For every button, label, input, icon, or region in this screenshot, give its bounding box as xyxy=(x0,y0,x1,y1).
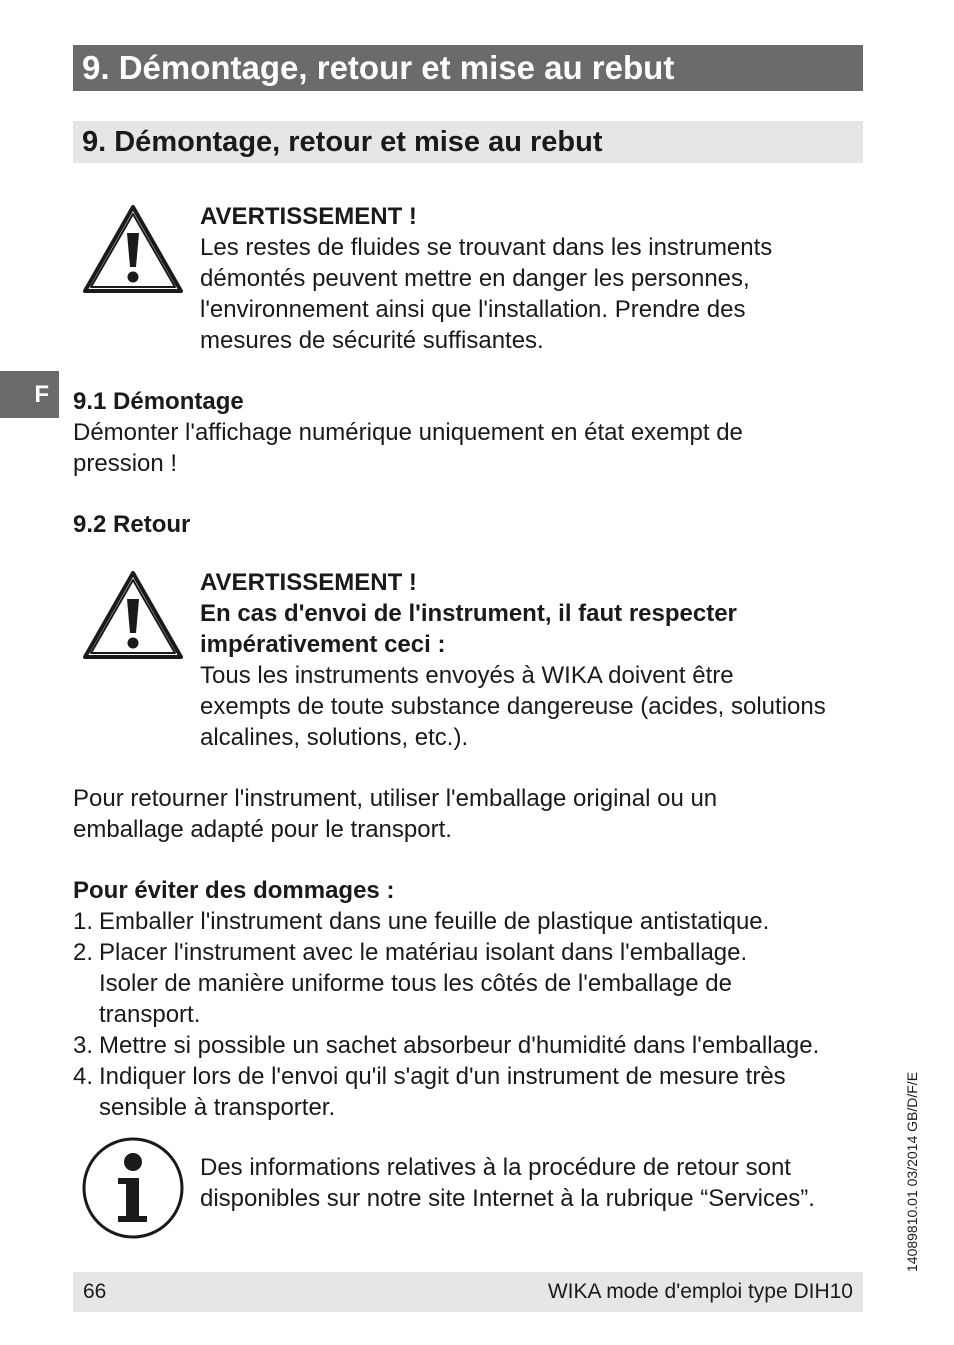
footer-doc-title: WIKA mode d'emploi type DIH10 xyxy=(547,1280,853,1303)
info-text-line: disponibles sur notre site Internet à la rubrique “Services”. xyxy=(200,1185,815,1212)
warning-text-line: l'environnement ainsi que l'installation. Prendre des xyxy=(200,296,746,323)
warning-text-line: mesures de sécurité suffisantes. xyxy=(200,327,544,354)
list-text-line: sensible à transporter. xyxy=(99,1094,336,1121)
list-item xyxy=(73,937,873,1030)
list-number: 3. xyxy=(73,1032,94,1059)
warning-text-line: Les restes de fluides se trouvant dans les instruments xyxy=(200,234,773,261)
list-text-line: Isoler de manière uniforme tous les côtés de l'emballage de xyxy=(99,970,732,997)
warning-text-line: démontés peuvent mettre en danger les personnes, xyxy=(200,265,750,292)
list-number: 2. xyxy=(73,939,94,966)
document-code: 14089810.01 03/2014 GB/D/F/E xyxy=(904,1071,920,1272)
warning-triangle-icon xyxy=(81,203,185,295)
warning-block-2 xyxy=(200,567,880,753)
page-footer xyxy=(73,1272,863,1312)
list-item xyxy=(73,1030,873,1061)
subsection-heading: 9.1 Démontage xyxy=(73,388,244,415)
paragraph-line: emballage adapté pour le transport. xyxy=(73,816,452,843)
dismantling-section xyxy=(73,386,873,479)
warning-text-line: alcalines, solutions, etc.). xyxy=(200,724,469,751)
list-text-line: Mettre si possible un sachet absorbeur d'humidité dans l'emballage. xyxy=(99,1032,820,1059)
damage-steps-list xyxy=(73,906,873,1123)
paragraph-line: Démonter l'affichage numérique uniquement en état exempt de xyxy=(73,419,743,446)
info-block xyxy=(200,1152,870,1214)
section-title: 9. Démontage, retour et mise au rebut xyxy=(73,121,863,163)
page-number: 66 xyxy=(83,1280,107,1303)
language-tab: F xyxy=(0,371,59,418)
list-text-line: Placer l'instrument avec le matériau isolant dans l'emballage. xyxy=(99,939,748,966)
warning-bold-line: En cas d'envoi de l'instrument, il faut respecter xyxy=(200,600,737,627)
damage-heading: Pour éviter des dommages : xyxy=(73,877,395,904)
list-item xyxy=(73,906,873,937)
chapter-title: 9. Démontage, retour et mise au rebut xyxy=(73,45,863,91)
warning-block-1 xyxy=(200,201,870,356)
warning-text-line: Tous les instruments envoyés à WIKA doivent être xyxy=(200,662,734,689)
paragraph-line: pression ! xyxy=(73,450,178,477)
list-text-line: Emballer l'instrument dans une feuille de plastique antistatique. xyxy=(99,908,770,935)
warning-heading: AVERTISSEMENT ! xyxy=(200,203,417,230)
warning-text-line: exempts de toute substance dangereuse (acides, solutions xyxy=(200,693,826,720)
list-item xyxy=(73,1061,873,1123)
subsection-heading: 9.2 Retour xyxy=(73,511,191,538)
warning-heading: AVERTISSEMENT ! xyxy=(200,569,417,596)
list-number: 1. xyxy=(73,908,94,935)
paragraph-line: Pour retourner l'instrument, utiliser l'emballage original ou un xyxy=(73,785,718,812)
warning-bold-line: impérativement ceci : xyxy=(200,631,446,658)
packaging-paragraph xyxy=(73,783,873,845)
info-icon xyxy=(81,1136,185,1240)
list-number: 4. xyxy=(73,1063,94,1090)
warning-triangle-icon xyxy=(81,569,185,661)
list-text-line: transport. xyxy=(99,1001,201,1028)
list-text-line: Indiquer lors de l'envoi qu'il s'agit d'un instrument de mesure très xyxy=(99,1063,786,1090)
info-text-line: Des informations relatives à la procédure de retour sont xyxy=(200,1154,791,1181)
